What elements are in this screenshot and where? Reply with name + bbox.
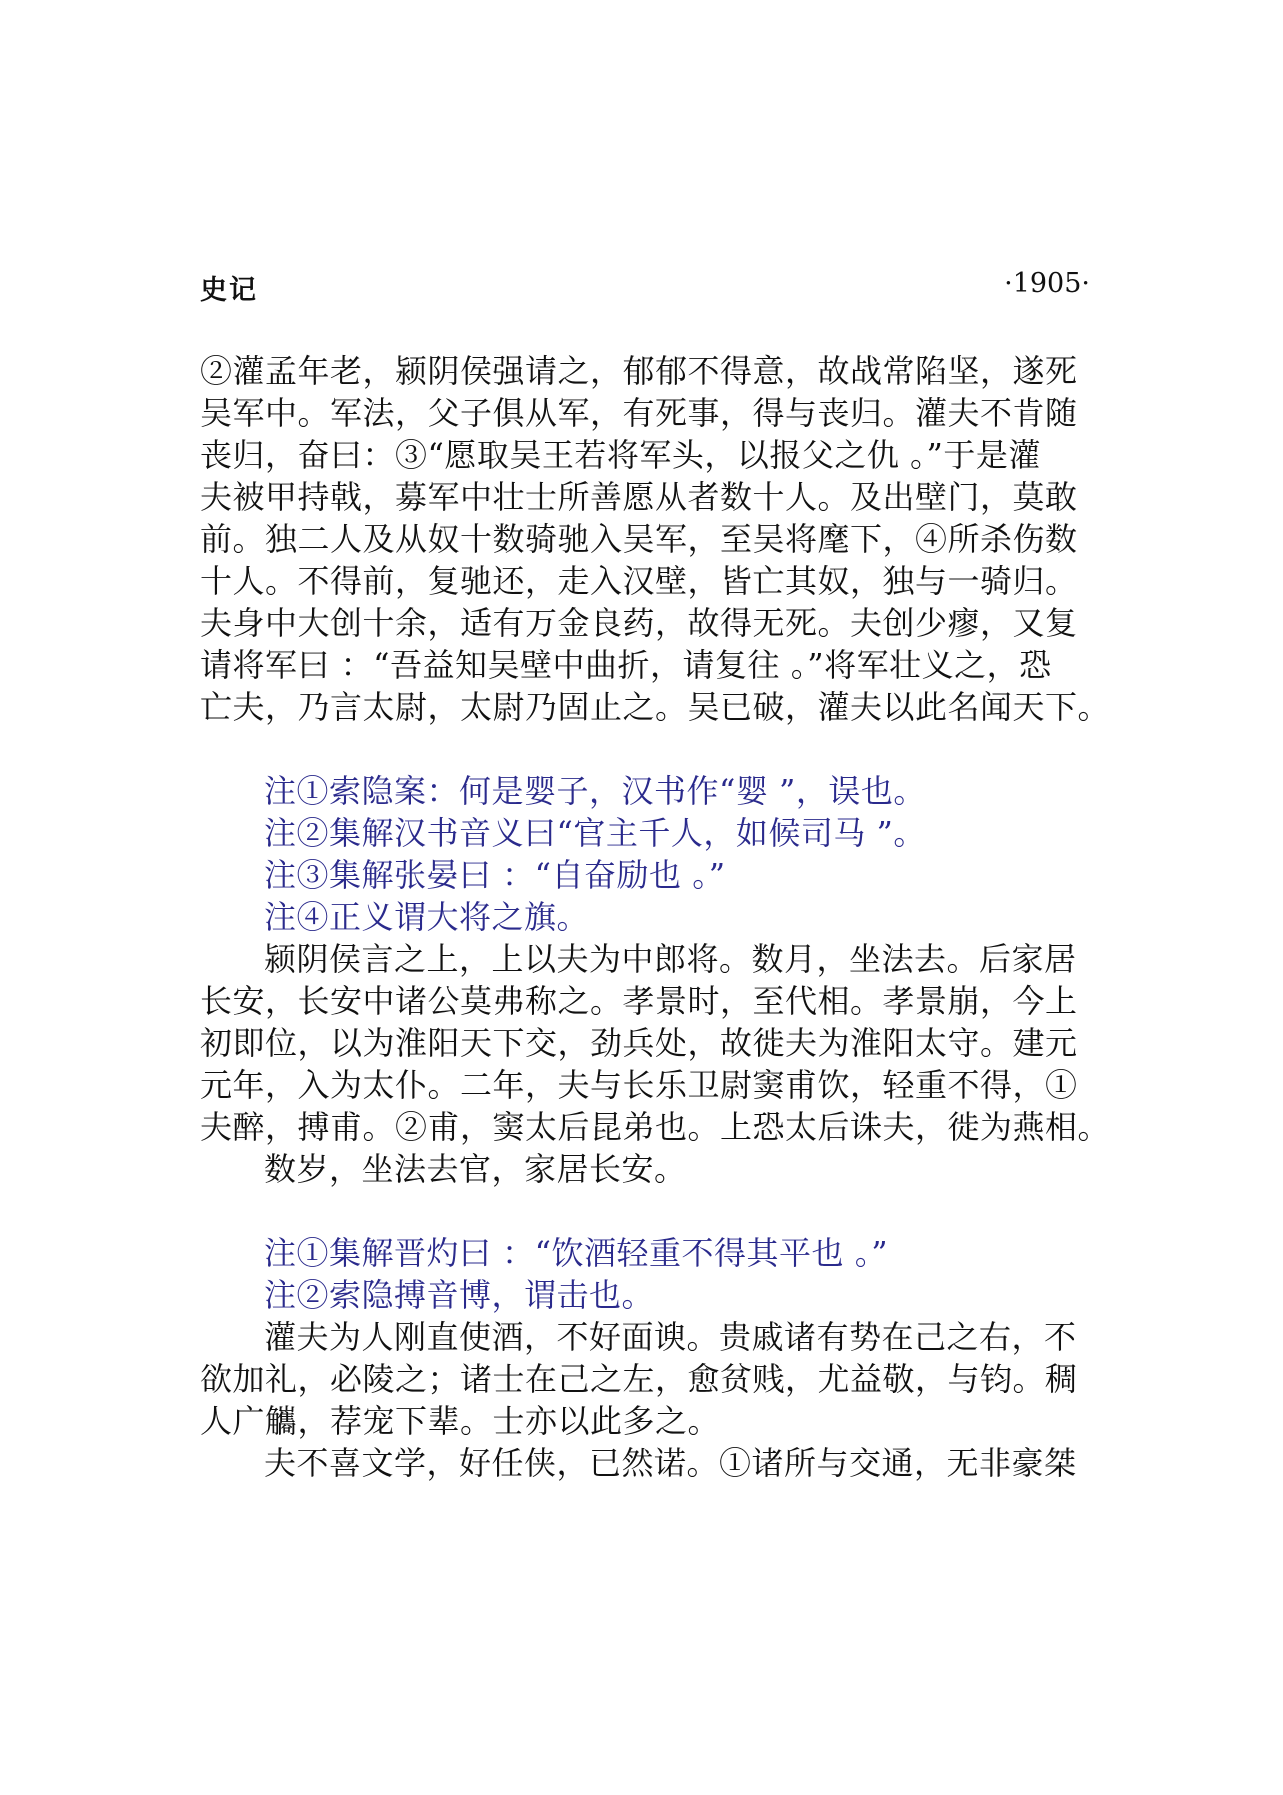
footnote-line: 注②索隐搏音博，谓击也。 bbox=[264, 1276, 655, 1314]
text-line: 十人。不得前，复驰还，走入汉壁，皆亡其奴，独与一骑归。 bbox=[200, 562, 1078, 600]
page-body bbox=[200, 350, 1111, 1484]
text-line: 夫醉，搏甫。②甫，窦太后昆弟也。上恐太后诛夫，徙为燕相。 bbox=[200, 1108, 1111, 1146]
page-number: ·1905· bbox=[1004, 268, 1090, 299]
footnote-line: 注④正义谓大将之旗。 bbox=[264, 898, 590, 936]
text-line: 颍阴侯言之上，上以夫为中郎将。数月，坐法去。后家居 bbox=[264, 940, 1077, 978]
text-line: 欲加礼，必陵之；诸士在己之左，愈贫贱，尤益敬，与钧。稠 bbox=[200, 1360, 1078, 1398]
text-line: 请将军曰 ：“吾益知吴壁中曲折，请复往 。”将军壮义之，恐 bbox=[200, 646, 1052, 684]
text-line: 夫身中大创十余，适有万金良药，故得无死。夫创少瘳，又复 bbox=[200, 604, 1078, 642]
text-line: 数岁，坐法去官，家居长安。 bbox=[264, 1150, 687, 1188]
text-line: 灌夫为人刚直使酒，不好面谀。贵戚诸有势在己之右，不 bbox=[264, 1318, 1077, 1356]
text-line: 丧归，奋曰：③“愿取吴王若将军头，以报父之仇 。”于是灌 bbox=[200, 436, 1041, 474]
text-line: 夫不喜文学，好任侠，已然诺。①诸所与交通，无非豪桀 bbox=[264, 1444, 1077, 1482]
text-line: 初即位，以为淮阳天下交，劲兵处，故徙夫为淮阳太守。建元 bbox=[200, 1024, 1078, 1062]
text-line: 亡夫，乃言太尉，太尉乃固止之。吴已破，灌夫以此名闻天下。 bbox=[200, 688, 1111, 726]
paragraph-gap bbox=[200, 728, 1100, 770]
page-header bbox=[200, 268, 1090, 312]
book-title: 史记 bbox=[200, 275, 258, 306]
text-line: 吴军中。军法，父子俱从军，有死事，得与丧归。灌夫不肯随 bbox=[200, 394, 1078, 432]
text-line: ②灌孟年老，颍阴侯强请之，郁郁不得意，故战常陷坚，遂死 bbox=[200, 352, 1078, 390]
paragraph-gap bbox=[200, 1190, 1100, 1232]
text-line: 夫被甲持戟，募军中壮士所善愿从者数十人。及出壁门，莫敢 bbox=[200, 478, 1078, 516]
text-line: 前。独二人及从奴十数骑驰入吴军，至吴将麾下，④所杀伤数 bbox=[200, 520, 1078, 558]
text-line: 长安，长安中诸公莫弗称之。孝景时，至代相。孝景崩，今上 bbox=[200, 982, 1078, 1020]
footnote-line: 注②集解汉书音义曰“官主千人，如候司马 ”。 bbox=[264, 814, 926, 852]
footnote-line: 注③集解张晏曰 ：“自奋励也 。” bbox=[264, 856, 726, 894]
text-line: 元年，入为太仆。二年，夫与长乐卫尉窦甫饮，轻重不得，① bbox=[200, 1066, 1078, 1104]
footnote-line: 注①集解晋灼曰 ：“饮酒轻重不得其平也 。” bbox=[264, 1234, 889, 1272]
footnote-line: 注①索隐案：何是婴子，汉书作“婴 ”，误也。 bbox=[264, 772, 926, 810]
text-line: 人广觿，荐宠下辈。士亦以此多之。 bbox=[200, 1402, 721, 1440]
